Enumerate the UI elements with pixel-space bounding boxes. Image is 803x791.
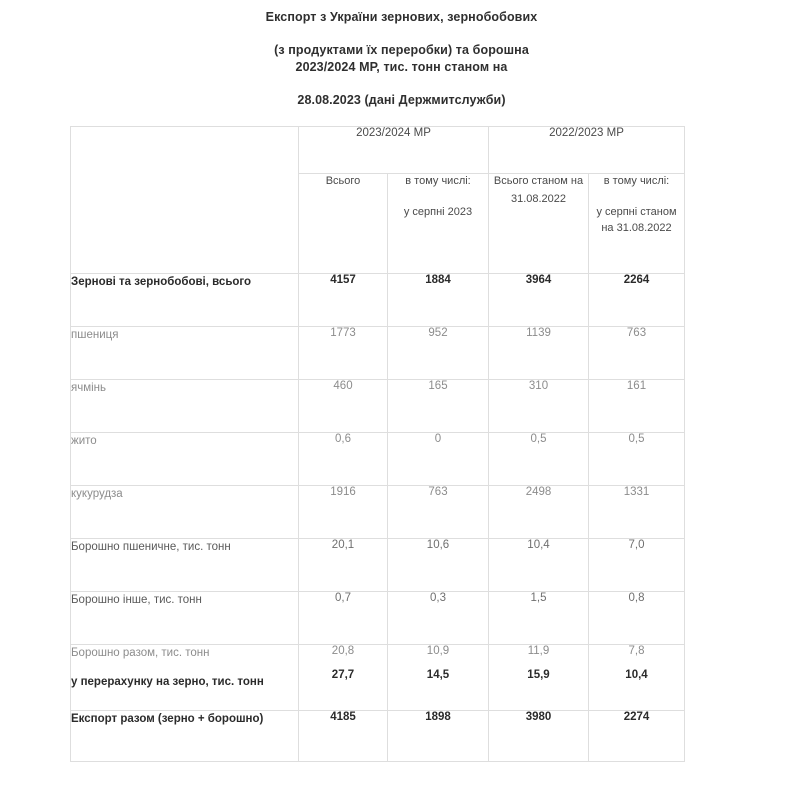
row-value-wheat-flour-c2: 10,6: [388, 539, 489, 592]
row-value-barley-c1: 460: [299, 380, 388, 433]
document-title-block: [0, 0, 803, 109]
row-value-wheat-flour-c4: 7,0: [589, 539, 685, 592]
row-value-corn-c3: 2498: [489, 486, 589, 539]
row-value-rye-c3: 0,5: [489, 433, 589, 486]
row-value-barley-c4: 161: [589, 380, 685, 433]
row-value-corn-c1: 1916: [299, 486, 388, 539]
row-value-rye-c1: 0,6: [299, 433, 388, 486]
row-label-flour-total: Борошно разом, тис. тонн: [71, 647, 210, 659]
row-label-export-total: Експорт разом (зерно + борошно): [71, 711, 299, 762]
row-value-grain-equivalent-c1: 27,7: [331, 669, 355, 681]
row-label-barley: ячмінь: [71, 380, 299, 433]
row-value-barley-c3: 310: [489, 380, 589, 433]
row-value-other-flour-c1: 0,7: [299, 592, 388, 645]
row-label-wheat-flour: Борошно пшеничне, тис. тонн: [71, 539, 299, 592]
row-value-flour-total-c2: 10,9: [426, 645, 450, 657]
title-line-1: Експорт з України зернових, зернобобових: [265, 10, 538, 24]
row-value-grains-total-c2: 1884: [388, 274, 489, 327]
row-value-flour-combined-c1: [299, 645, 388, 711]
row-value-grain-equivalent-c2: 14,5: [426, 669, 450, 681]
table-row: [71, 539, 685, 592]
table-body: [71, 274, 685, 762]
row-value-flour-total-c4: 7,8: [628, 645, 645, 657]
row-value-flour-total-c1: 20,8: [331, 645, 355, 657]
row-value-export-total-c4: 2274: [589, 711, 685, 762]
row-value-grain-equivalent-c4: 10,4: [625, 669, 648, 681]
row-value-barley-c2: 165: [388, 380, 489, 433]
row-value-grains-total-c4: 2264: [589, 274, 685, 327]
row-value-export-total-c2: 1898: [388, 711, 489, 762]
row-value-wheat-flour-c3: 10,4: [489, 539, 589, 592]
export-table-container: [70, 126, 684, 762]
header-corner-cell: [71, 127, 299, 274]
header-sub-august-2022: [589, 174, 685, 274]
table-header-group-row: [71, 127, 685, 174]
table-row: [71, 327, 685, 380]
row-value-other-flour-c2: 0,3: [388, 592, 489, 645]
row-label-other-flour: Борошно інше, тис. тонн: [71, 592, 299, 645]
row-value-wheat-c2: 952: [388, 327, 489, 380]
title-line-3: 2023/2024 МР, тис. тонн станом на: [295, 60, 508, 75]
table-row: [71, 486, 685, 539]
row-value-export-total-c1: 4185: [299, 711, 388, 762]
header-sub-total-2022-line1: Всього станом на: [493, 175, 584, 187]
row-label-grain-equivalent: у перерахунку на зерно, тис. тонн: [71, 676, 264, 689]
table-row-flour-combined: [71, 645, 685, 711]
header-sub-total-2023-line1: Всього: [325, 175, 361, 187]
table-row: [71, 274, 685, 327]
row-value-rye-c4: 0,5: [589, 433, 685, 486]
row-value-flour-combined-c2: [388, 645, 489, 711]
row-value-other-flour-c4: 0,8: [589, 592, 685, 645]
title-line-4: 28.08.2023 (дані Держмитслужби): [297, 92, 506, 107]
header-sub-august-2023-line1: в тому числі:: [405, 175, 471, 187]
header-sub-august-2023-line2: у серпні 2023: [403, 205, 473, 218]
header-group-2022-2023: 2022/2023 МР: [489, 127, 685, 174]
table-row-grand-total: [71, 711, 685, 762]
row-label-grains-total: Зернові та зернобобові, всього: [71, 274, 299, 327]
row-value-flour-combined-c4: [589, 645, 685, 711]
export-data-table: [70, 126, 685, 762]
header-sub-august-2022-line1: в тому числі:: [603, 175, 670, 187]
row-value-grains-total-c3: 3964: [489, 274, 589, 327]
table-row: [71, 380, 685, 433]
row-value-corn-c2: 763: [388, 486, 489, 539]
row-value-wheat-flour-c1: 20,1: [299, 539, 388, 592]
row-value-flour-combined-c3: [489, 645, 589, 711]
header-group-2023-2024: 2023/2024 МР: [299, 127, 489, 174]
row-value-export-total-c3: 3980: [489, 711, 589, 762]
row-value-rye-c2: 0: [388, 433, 489, 486]
row-value-grain-equivalent-c3: 15,9: [527, 669, 550, 681]
row-value-flour-total-c3: 11,9: [527, 645, 550, 657]
table-header: [71, 127, 685, 274]
header-sub-august-2022-line2: у серпні станом на 31.08.2022: [596, 205, 677, 234]
table-row: [71, 433, 685, 486]
row-label-corn: кукурудза: [71, 486, 299, 539]
header-sub-total-2023: [299, 174, 388, 274]
row-value-wheat-c4: 763: [589, 327, 685, 380]
table-row: [71, 592, 685, 645]
row-value-corn-c4: 1331: [589, 486, 685, 539]
row-label-rye: жито: [71, 433, 299, 486]
row-value-other-flour-c3: 1,5: [489, 592, 589, 645]
row-value-wheat-c1: 1773: [299, 327, 388, 380]
header-sub-total-2022: [489, 174, 589, 274]
row-value-grains-total-c1: 4157: [299, 274, 388, 327]
header-sub-august-2023: [388, 174, 489, 274]
title-line-2: (з продуктами їх переробки) та борошна: [274, 42, 529, 57]
row-label-wheat: пшениця: [71, 327, 299, 380]
row-value-wheat-c3: 1139: [489, 327, 589, 380]
header-sub-total-2022-line2: 31.08.2022: [510, 192, 567, 205]
row-label-flour-combined: [71, 645, 299, 711]
